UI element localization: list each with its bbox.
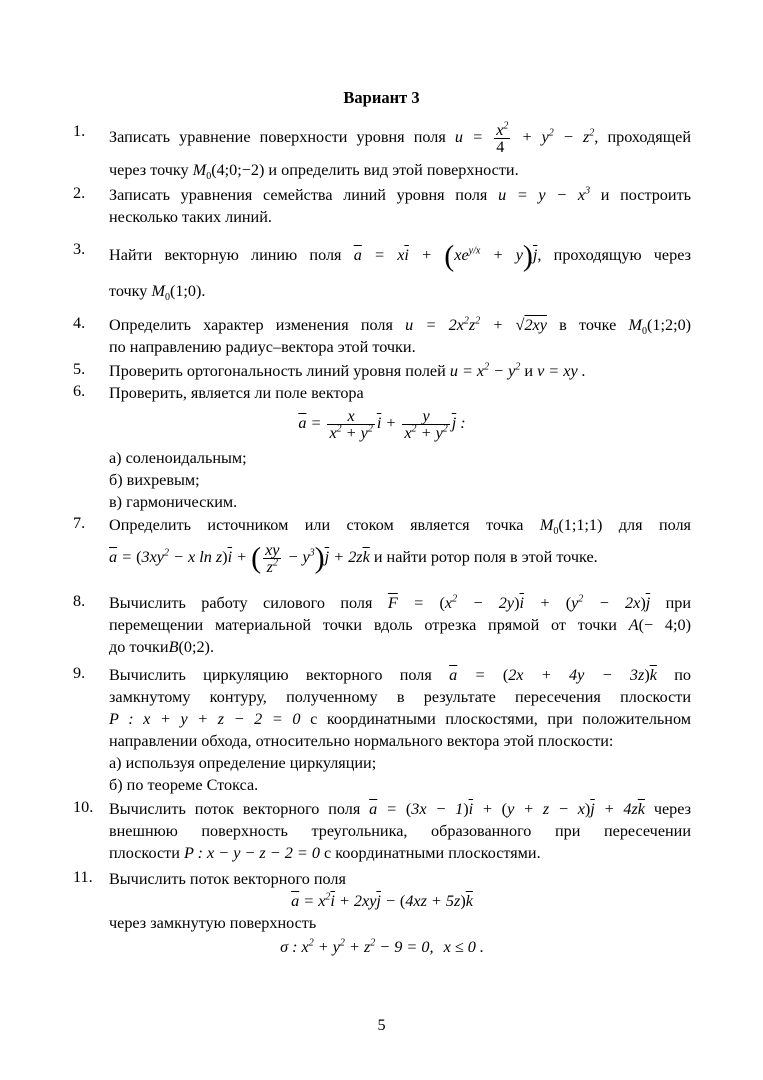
task-text: Вычислить поток векторного поля bbox=[109, 800, 361, 818]
task-text: Найти векторную линию поля bbox=[109, 246, 342, 264]
task-number: 5. bbox=[73, 360, 86, 378]
task-text: несколько таких линий. bbox=[109, 208, 272, 226]
option: б) по теореме Стокса. bbox=[109, 776, 259, 794]
task-number: 6. bbox=[73, 382, 86, 400]
task-number: 3. bbox=[73, 240, 86, 258]
task-number: 11. bbox=[73, 868, 93, 886]
task-text: через точку bbox=[109, 161, 189, 179]
task-number: 10. bbox=[73, 798, 94, 816]
task-text: плоскости bbox=[109, 844, 180, 862]
option: б) вихревым; bbox=[109, 471, 200, 489]
task-text: через замкнутую поверхность bbox=[109, 914, 317, 932]
task-text: до точки bbox=[109, 638, 169, 656]
task-text: с координатными плоскостями, при положительном bbox=[310, 710, 691, 728]
task-text: по направлению радиус–вектора этой точки. bbox=[109, 338, 416, 356]
task-text: с координатными плоскостями. bbox=[324, 844, 541, 862]
formula: σ : $x^2 + y^2 + z^2 - 9 = 0$, x ≤ 0 . bbox=[280, 937, 484, 956]
formula: B(0;2). bbox=[168, 638, 214, 656]
task-text: Вычислить поток векторного поля bbox=[109, 870, 346, 888]
task-text: Определить источником или стоком является точка bbox=[109, 516, 524, 534]
option: в) гармоническим. bbox=[109, 493, 238, 511]
option: а) соленоидальным; bbox=[109, 449, 247, 467]
task-number: 9. bbox=[73, 664, 86, 682]
page-number: 5 bbox=[377, 1016, 386, 1034]
task-4 bbox=[73, 314, 691, 358]
task-9 bbox=[73, 664, 691, 796]
task-text: для поля bbox=[618, 516, 692, 534]
formula: $M_0(4;0;-2)$ bbox=[192, 161, 265, 183]
task-text: и построить bbox=[600, 186, 692, 204]
task-1 bbox=[73, 122, 691, 181]
task-7 bbox=[73, 514, 691, 575]
formula: u = $\frac{x^2}{4}$ + $y^2 - z^2$ bbox=[454, 120, 595, 156]
task-text: внешнюю поверхность треугольника, образованного при пересечении bbox=[109, 822, 691, 840]
formula: $u = 2x^2z^2 + √2xy$ bbox=[405, 315, 547, 334]
formula: $\overline{F} = (x^2 - 2y)\overline{i} + (y^2 - 2x)\overline{j}$ bbox=[387, 593, 651, 612]
option: а) используя определение циркуляции; bbox=[109, 754, 377, 772]
task-text: Записать уравнения семейства линий уровня поля bbox=[109, 186, 488, 204]
formula: A(− 4;0) bbox=[628, 616, 691, 634]
formula: P : x + y + z − 2 = 0 bbox=[109, 710, 301, 728]
formula: $\overline{a} = x^2\overline{i} + 2xy\overline{j} - (4xz + 5z)\overline{k}$ bbox=[291, 891, 473, 910]
page-title: Вариант 3 bbox=[343, 88, 420, 107]
task-number: 1. bbox=[73, 122, 86, 140]
task-text: Вычислить работу силового поля bbox=[109, 594, 373, 612]
task-text: через bbox=[653, 800, 692, 818]
task-text: и найти ротор поля в этой точке. bbox=[373, 548, 598, 567]
task-3 bbox=[73, 240, 691, 302]
task-text: при bbox=[665, 594, 692, 612]
task-11 bbox=[73, 868, 691, 958]
task-text: и определить вид этой поверхности. bbox=[268, 161, 519, 179]
task-text: Вычислить циркуляцию векторного поля bbox=[109, 666, 432, 684]
task-text: в точке bbox=[559, 316, 617, 334]
task-number: 4. bbox=[73, 314, 86, 332]
formula: $\overline{a} = (3x - 1)\overline{i} + (y + z - x)\overline{j} + 4z\overline{k}$ bbox=[369, 800, 645, 818]
task-text: направлении обхода, относительно нормального вектора этой плоскости: bbox=[109, 732, 614, 750]
task-10 bbox=[73, 798, 691, 864]
task-number: 8. bbox=[73, 592, 86, 610]
formula: $\overline{a} = (3xy^2 - x$ $\ln z)\overline{i}$ + ( $\frac{xy}{z^2}$ − $y^3)\overline{j} + 2z\overline{k}$ bbox=[109, 541, 370, 576]
task-text: , проходящей bbox=[594, 128, 692, 147]
task-8 bbox=[73, 592, 691, 658]
task-number: 2. bbox=[73, 184, 86, 202]
formula: $u = y - x^3$ bbox=[498, 185, 591, 204]
task-text: точку bbox=[109, 282, 148, 300]
formula: $M_0(1;1;1)$ bbox=[539, 516, 603, 538]
formula: $M_0(1;2;0)$ bbox=[628, 316, 692, 338]
task-text: Проверить ортогональность линий уровня полей bbox=[109, 362, 446, 380]
formula: P : x − y − z − 2 = 0 bbox=[183, 844, 320, 862]
formula: $u = x^2 - y^2$ bbox=[449, 361, 521, 380]
formula: $M_0(1;0)$. bbox=[151, 282, 206, 304]
task-text: Записать уравнение поверхности уровня поля bbox=[109, 128, 446, 147]
task-text: и bbox=[524, 362, 534, 380]
task-number: 7. bbox=[73, 514, 86, 532]
task-text: Определить характер изменения поля bbox=[109, 316, 393, 334]
task-text: , проходящую через bbox=[537, 246, 691, 264]
formula: $\overline{a}$ = $\frac{x}{x^2 + y^2}$ $\overline{i}$ + $\frac{y}{x^2 + y^2}$ $\overline{j}$ : bbox=[298, 407, 466, 442]
task-text: по bbox=[674, 666, 691, 684]
task-5 bbox=[73, 360, 691, 382]
task-text: замкнутому контуру, полученному в результате пересечения плоскости bbox=[109, 688, 691, 706]
task-6 bbox=[73, 382, 691, 513]
task-text: Проверить, является ли поле вектора bbox=[109, 384, 364, 402]
formula: $\overline{a} = x\overline{i} + (xe^{y/x} + y)\overline{j}$ bbox=[353, 239, 538, 273]
task-text: перемещении материальной точки вдоль отрезка прямой от точки bbox=[109, 616, 617, 634]
formula: $\overline{a} = (2x + 4y - 3z)\overline{k}$ bbox=[449, 666, 657, 684]
task-2 bbox=[73, 184, 691, 228]
formula: v = xy . bbox=[537, 362, 586, 380]
